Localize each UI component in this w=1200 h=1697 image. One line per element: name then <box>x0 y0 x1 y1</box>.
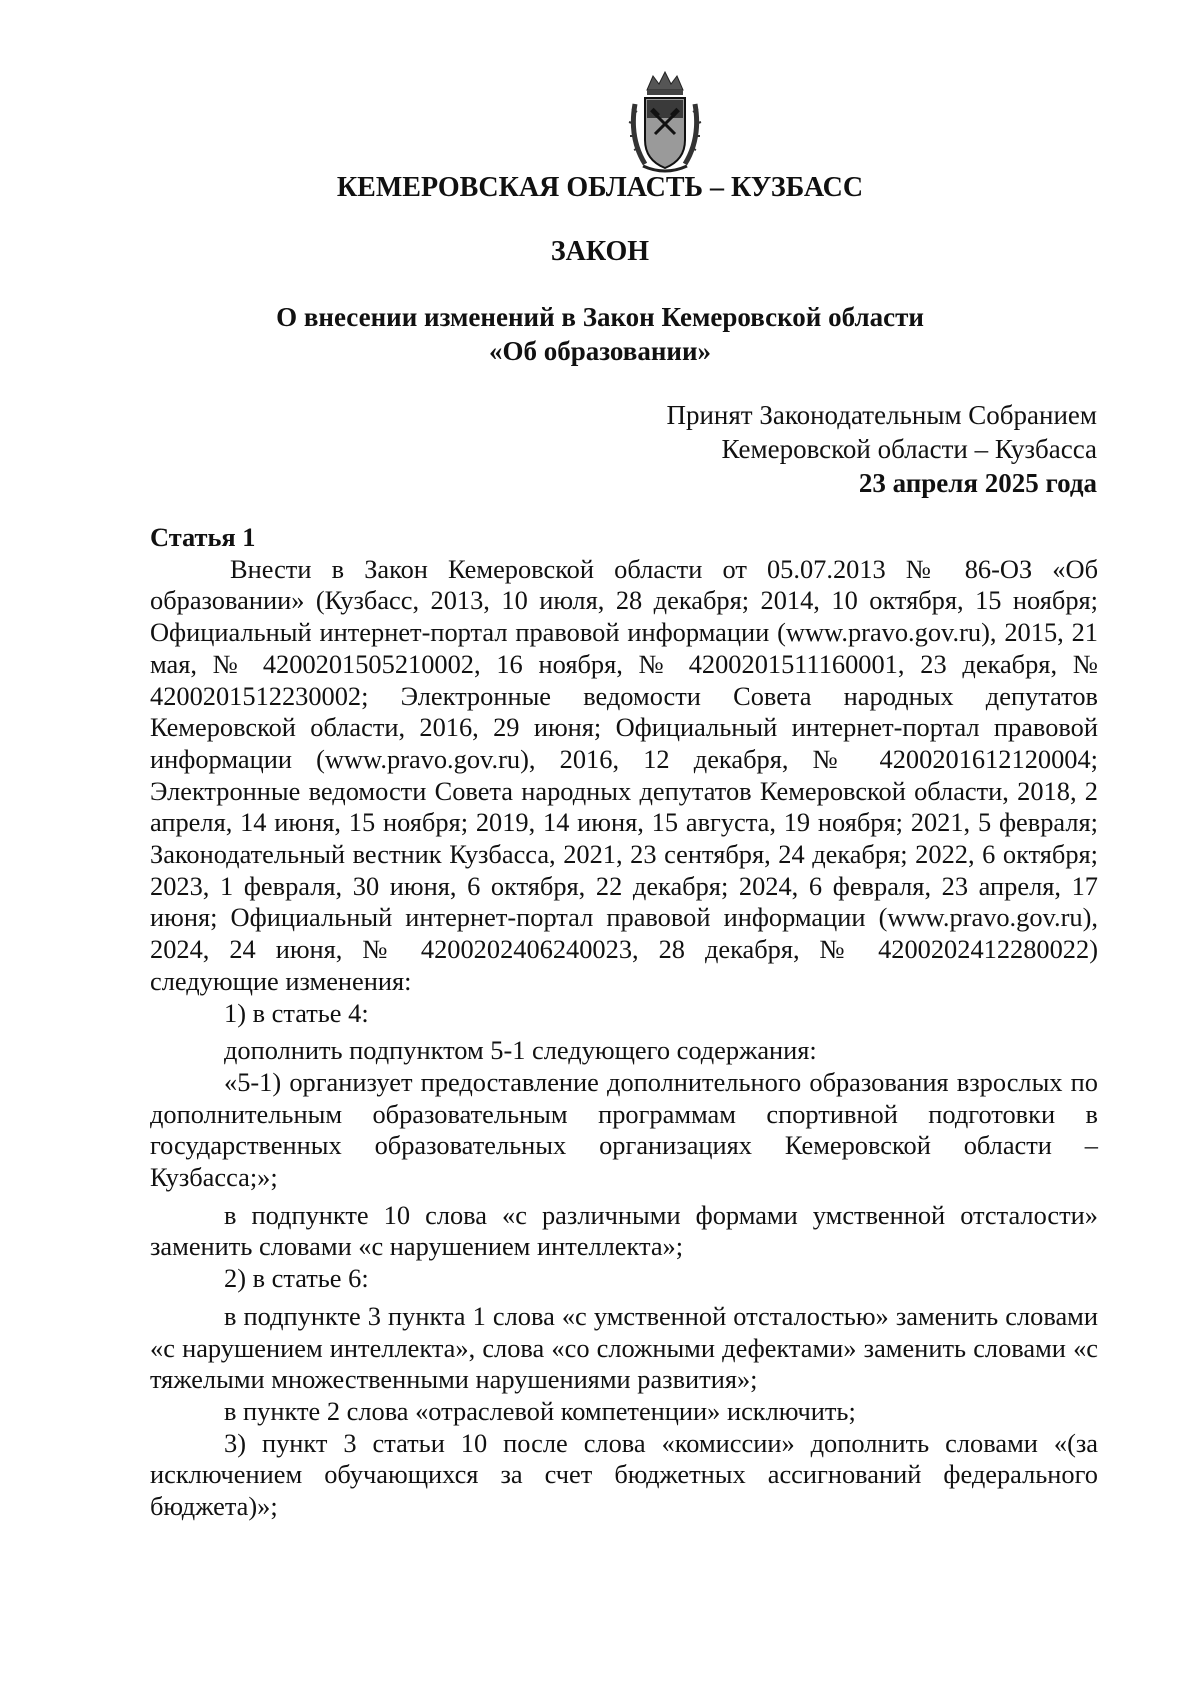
document-title <box>0 300 1200 368</box>
item-2-b: в пункте 2 слова «отраслевой компетенции» исключить; <box>224 1395 856 1426</box>
document-type: ЗАКОН <box>550 236 650 267</box>
item-1-c: в подпункте 10 слова «с различными формами умственной отсталости» заменить словами «с нарушением интеллекта»; <box>150 1199 1098 1262</box>
adoption-block <box>666 398 1097 500</box>
item-2-a: в подпункте 3 пункта 1 слова «с умственной отсталостью» заменить словами «с нарушением интеллекта», слова «со сложными дефектами» заменить словами «с тяжелыми множественными нарушениями развития»; <box>150 1300 1098 1395</box>
coat-of-arms-icon <box>625 68 705 176</box>
adoption-line-1: Принят Законодательным Собранием <box>666 400 1097 430</box>
title-line-2: «Об образовании» <box>488 336 712 366</box>
item-3: 3) пункт 3 статьи 10 после слова «комиссии» дополнить словами «(за исключением обучающихся за счет бюджетных ассигнований федерального бюджета)»; <box>150 1427 1098 1522</box>
item-1-b: «5-1) организует предоставление дополнительного образования взрослых по дополнительным образовательным программам спортивной подготовки в государственных образовательных организациях Кемеровской области – Кузбасса;»; <box>150 1066 1098 1193</box>
item-2: 2) в статье 6: <box>224 1263 369 1294</box>
adoption-date: 23 апреля 2025 года <box>858 468 1097 498</box>
region-name: КЕМЕРОВСКАЯ ОБЛАСТЬ – КУЗБАСС <box>336 172 864 203</box>
article-heading: Статья 1 <box>150 522 256 552</box>
article-intro: Внести в Закон Кемеровской области от 05.07.2013 № 86-ОЗ «Об образовании» (Кузбасс, 2013, 10 июля, 28 декабря; 2014, 10 октября, 15 ноября; Официальный интернет-портал правовой информации (www.pravo.gov.ru), 2015, 21 мая, № 4200201505210002, 16 ноября, № 4200201511160001, 23 декабря, № 4200201512230002; Электронные ведомости Совета народных депутатов Кемеровской области, 2016, 29 июня; Официальный интернет-портал правовой информации (www.pravo.gov.ru), 2016, 12 декабря, № 4200201612120004; Электронные ведомости Совета народных депутатов Кемеровской области, 2018, 2 апреля, 14 июня, 15 ноября; 2019, 14 июня, 15 августа, 19 ноября; 2021, 5 февраля; Законодательный вестник Кузбасса, 2021, 23 сентября, 24 декабря; 2022, 6 октября; 2023, 1 февраля, 30 июня, 6 октября, 22 декабря; 2024, 6 февраля, 23 апреля, 17 июня; Официальный интернет-портал правовой информации (www.pravo.gov.ru), 2024, 24 июня, № 4200202406240023, 28 декабря, № 4200202412280022) следующие изменения: <box>150 553 1098 996</box>
item-1-a: дополнить подпунктом 5-1 следующего содержания: <box>224 1035 817 1066</box>
item-1: 1) в статье 4: <box>224 997 369 1028</box>
article-body <box>150 522 1098 1523</box>
adoption-line-2: Кемеровской области – Кузбасса <box>721 434 1097 464</box>
title-line-1: О внесении изменений в Закон Кемеровской области <box>276 302 924 332</box>
